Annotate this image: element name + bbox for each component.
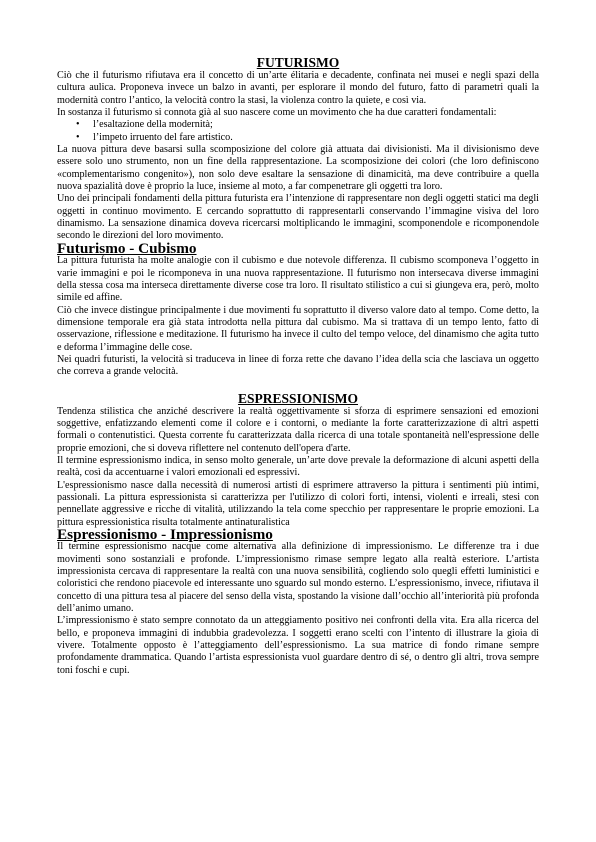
subheading-futurismo-cubismo: Futurismo - Cubismo [57,239,197,257]
paragraph: Il termine espressionismo nacque come alternativa alla definizione di impressionismo. Le differenze tra i due movimenti sono sostanziali e profonde. L’impressionismo rimase sempre legato alla realtà esteriore. L’artista impressionista cercava di rappresentare la realtà con una nuova sensibilità, cogliendo solo quegli effetti luministici e coloristici che rendono piacevole ed interessante uno sguardo sul mondo esterno. L’espressionismo, invece, rifiutava il concetto di una pittura tesa al piacere del senso della vista, spostando la visione dall’occhio all’interiorità più profonda dell’animo umano. [57,541,539,615]
paragraph: Nei quadri futuristi, la velocità si traduceva in linee di forza rette che davano l’idea della scia che lasciava un oggetto che correva a grande velocità. [57,353,539,378]
paragraph: Ciò che invece distingue principalmente i due movimenti fu soprattutto il diverso valore dato al tempo. Come detto, la dimensione temporale era già stata introdotta nella pittura dal cubismo. Ma si trattava di un tempo lento, fatto di osservazione, riflessione e meditazione. Il futurismo ha invece il culto del tempo veloce, del dinamismo che agita tutto e deforma l’immagine delle cose. [57,304,539,353]
paragraph: Il termine espressionismo indica, in senso molto generale, un’arte dove prevale la deformazione di alcuni aspetti della realtà, così da accentuarne i valori emozionali ed espressivi. [57,454,539,479]
paragraph: Ciò che il futurismo rifiutava era il concetto di un’arte élitaria e decadente, confinata nei musei e negli spazi della cultura aulica. Proponeva invece un balzo in avanti, per esplorare il mondo del futuro, fatto di parametri quali la modernità contro l’antico, la velocità contro la stasi, la violenza contro la quiete, e così via. [57,70,539,106]
subheading-espressionismo-impressionismo: Espressionismo - Impressionismo [57,526,273,544]
section-title-futurismo: FUTURISMO [256,55,340,70]
paragraph: La pittura futurista ha molte analogie con il cubismo e due notevole differenza. Il cubismo scomponeva l’oggetto in varie immagini e poi le ricomponeva in una nuova rappresentazione. Il futurismo non intersecava diverse immagini della stessa cosa ma interseca direttamente diverse cose tra loro. Il risultato stilistico a cui si giungeva era, però, molto simile ed affine. [57,255,539,304]
paragraph: Tendenza stilistica che anziché descrivere la realtà oggettivamente si sforza di esprimere sensazioni ed emozioni soggettive, enfatizzando elementi come il colore e i contorni, o mediante la forte caratterizzazione di altri aspetti formali o contenutistici. Questa corrente fu caratterizzata dalla ricerca di una totale spontaneità nell'espressione delle proprie emozioni, che si doveva riflettere nel contenuto dell'opera d'arte. [57,405,539,454]
section-futurismo [57,55,539,379]
document-page [57,55,539,677]
paragraph: In sostanza il futurismo si connota già al suo nascere come un movimento che ha due caratteri fondamentali: [57,107,497,119]
paragraph: L'espressionismo nasce dalla necessità di numerosi artisti di esprimere attraverso la pittura i sentimenti più intimi, passionali. La pittura espressionista si caratterizza per l'utilizzo di colori forti, intensi, violenti e irreali, stesi con pennellate aggressive e ricche di vitalità, utilizzando la tela come specchio per rappresentare le proprie emozioni. La pittura espressionistica risulta totalmente antinaturalistica [57,479,539,528]
list-item: • l’esaltazione della modernità; [93,119,539,131]
section-espressionismo [57,391,539,678]
list-item: • l’impeto irruento del fare artistico. [93,132,539,144]
paragraph: L’impressionismo è stato sempre connotato da un atteggiamento positivo nei confronti della vita. Era alla ricerca del bello, e proponeva immagini di indubbia gradevolezza. I soggetti erano scelti con l’intento di illustrare la gioia di vivere. Totalmente opposto è l’atteggiamento dell’espressionismo. La sua matrice di fondo rimane sempre profondamente drammatica. Quando l’artista espressionista vuol guardare dentro di sé, o dentro gli altri, trova sempre toni foschi e cupi. [57,615,539,676]
bullet-list [57,119,539,144]
paragraph: La nuova pittura deve basarsi sulla scomposizione del colore già attuata dai divisionisti. Ma il divisionismo deve essere solo uno strumento, non un fine della rappresentazione. La scomposizione dei colori (che loro definiscono «complementarismo congenito»), non solo deve esaltare la sensazione di dinamicità, ma deve contribuire a quella nuova spazialità dove è proprio la luce, insieme al moto, a far compenetrare gli oggetti tra loro. [57,144,539,193]
section-title-espressionismo: ESPRESSIONISMO [237,390,359,406]
section-spacer [57,379,539,391]
paragraph: Uno dei principali fondamenti della pittura futurista era l’intenzione di rappresentare non degli oggetti statici ma degli oggetti in continuo movimento. E cercando soprattutto di rappresentarli conservando l’immagine visiva del loro dinamismo. La sensazione dinamica doveva ricercarsi moltiplicando le immagini, scomponendole e ricomponendole secondo le direzioni del loro movimento. [57,193,539,242]
